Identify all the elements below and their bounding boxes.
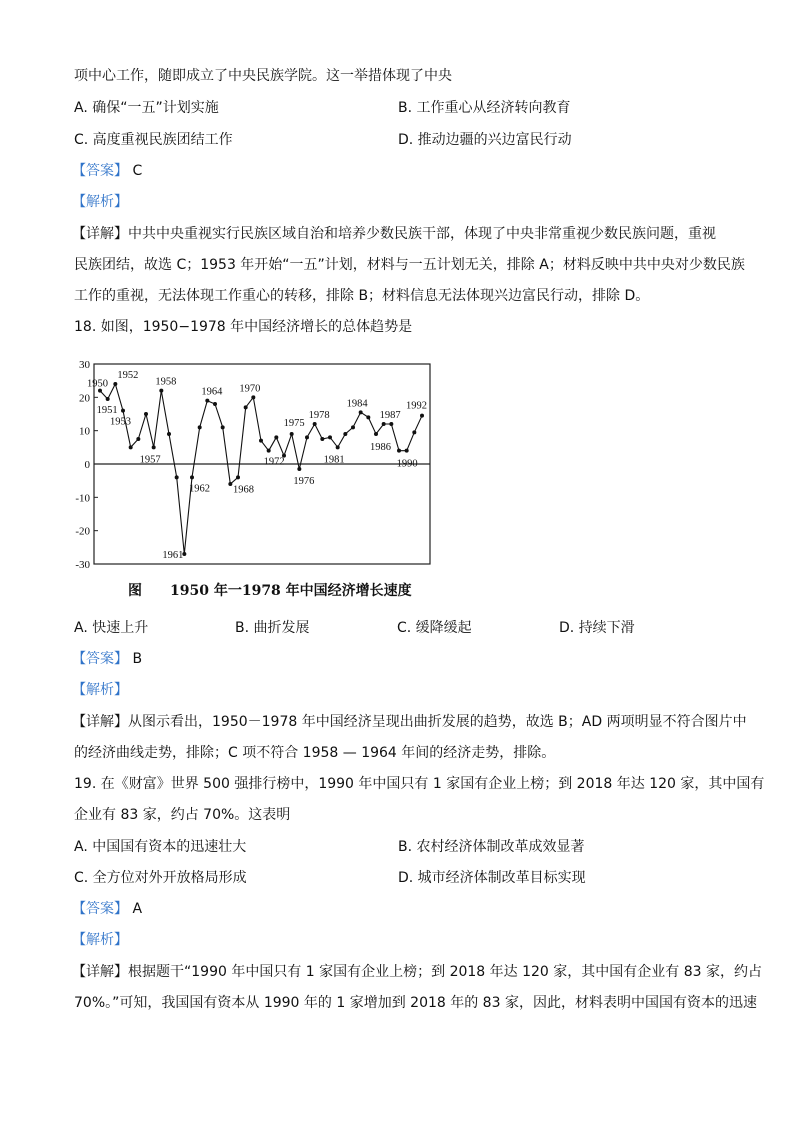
q18-detail-2: 的经济曲线走势，排除；C 项不符合 1958 — 1964 年间的经济走势，排除。 — [74, 745, 556, 761]
economic-growth-chart — [66, 356, 436, 574]
point-label: 1986 — [370, 442, 391, 453]
q19-stem-2: 企业有 83 家，约占 70%。这表明 — [74, 807, 291, 823]
q17-option-a: A. 确保“一五”计划实施 — [74, 100, 219, 116]
point-label: 1953 — [110, 416, 131, 428]
q18-analysis-label: 【解析】 — [72, 682, 128, 698]
y-tick-label: 0 — [84, 459, 90, 471]
q17-option-b: B. 工作重心从经济转向教育 — [398, 100, 571, 116]
data-point — [290, 432, 294, 436]
data-point — [267, 449, 271, 453]
data-point — [205, 399, 209, 403]
data-point — [152, 445, 156, 449]
point-label: 1972 — [263, 456, 285, 468]
data-point — [136, 437, 140, 441]
data-point — [213, 402, 217, 406]
q17-detail-3: 工作的重视，无法体现工作重心的转移，排除 B；材料信息无法体现兴边富民行动，排除 D。 — [74, 288, 650, 304]
answer-value: A — [132, 901, 143, 917]
data-point — [320, 437, 324, 441]
point-label: 1964 — [201, 386, 223, 398]
data-point — [129, 445, 133, 449]
data-point — [236, 475, 240, 479]
point-label: 1990 — [396, 458, 418, 470]
point-label: 1957 — [139, 454, 161, 466]
chart-svg — [66, 356, 436, 574]
answer-label: 【答案】 — [72, 651, 128, 667]
data-point — [144, 412, 148, 416]
y-tick-label: 10 — [79, 425, 90, 438]
answer-label: 【答案】 — [72, 163, 128, 179]
detail-text: 中共中央重视实行民族区域自治和培养少数民族干部，体现了中央非常重视少数民族问题，重视 — [128, 226, 716, 242]
data-point — [198, 425, 202, 429]
data-point — [359, 410, 363, 414]
data-point — [343, 432, 347, 436]
q19-answer — [72, 899, 142, 919]
q19-analysis-label: 【解析】 — [72, 932, 128, 948]
data-point — [405, 449, 409, 453]
data-point — [190, 475, 194, 479]
point-label: 1970 — [239, 383, 261, 395]
data-point — [167, 432, 171, 436]
point-label: 1958 — [155, 376, 177, 388]
y-tick-label: -20 — [75, 525, 90, 538]
q19-detail-1 — [72, 962, 762, 982]
q18-option-a: A. 快速上升 — [74, 620, 149, 636]
answer-label: 【答案】 — [72, 901, 128, 917]
data-point — [244, 405, 248, 409]
answer-value: C — [132, 163, 143, 179]
answer-value: B — [132, 651, 143, 667]
y-tick-label: -10 — [75, 492, 90, 505]
q19-option-b: B. 农村经济体制改革成效显著 — [398, 839, 585, 855]
detail-text: 从图示看出，1950－1978 年中国经济呈现出曲折发展的趋势，故选 B；AD 两项明显不符合图片中 — [128, 714, 747, 730]
data-point — [313, 422, 317, 426]
q17-option-d: D. 推动边疆的兴边富民行动 — [398, 132, 572, 148]
point-label: 1950 — [87, 378, 108, 390]
q18-option-c: C. 缓降缓起 — [397, 620, 472, 636]
q17-analysis-label: 【解析】 — [72, 194, 128, 210]
point-label: 1968 — [233, 484, 254, 496]
point-label: 1981 — [323, 454, 345, 466]
data-point — [412, 430, 416, 434]
detail-label: 【详解】 — [72, 226, 128, 242]
point-label: 1951 — [96, 405, 118, 416]
q17-option-c: C. 高度重视民族团结工作 — [74, 132, 233, 148]
q18-detail-1 — [72, 712, 747, 732]
data-point — [374, 432, 378, 436]
q19-stem-1: 19. 在《财富》世界 500 强排行榜中，1990 年中国只有 1 家国有企业上榜；到 2018 年达 120 家，其中国有 — [74, 776, 765, 792]
q18-stem: 18. 如图，1950−1978 年中国经济增长的总体趋势是 — [74, 319, 413, 335]
point-label: 1962 — [189, 483, 210, 495]
point-label: 1975 — [283, 418, 305, 429]
point-label: 1978 — [308, 410, 330, 421]
data-point — [175, 475, 179, 479]
q17-stem-tail: 项中心工作，随即成立了中央民族学院。这一举措体现了中央 — [74, 68, 452, 84]
data-point — [305, 435, 309, 439]
point-label: 1987 — [379, 410, 401, 421]
figure-label: 图 — [128, 583, 142, 599]
data-point — [351, 425, 355, 429]
q17-answer — [72, 161, 142, 181]
y-tick-label: 30 — [79, 359, 90, 371]
data-point — [106, 397, 110, 401]
q19-option-c: C. 全方位对外开放格局形成 — [74, 870, 247, 886]
q19-option-d: D. 城市经济体制改革目标实现 — [398, 870, 586, 886]
y-tick-label: -30 — [75, 559, 90, 571]
point-label: 1952 — [117, 370, 139, 381]
data-point — [113, 382, 117, 386]
point-label: 1984 — [346, 398, 368, 410]
data-point — [366, 415, 370, 419]
data-point — [259, 439, 263, 443]
point-label: 1961 — [162, 550, 184, 561]
point-label: 1992 — [406, 400, 427, 412]
q19-option-a: A. 中国国有资本的迅速壮大 — [74, 839, 247, 855]
data-point — [221, 425, 225, 429]
data-point — [297, 467, 301, 471]
q17-detail-1 — [72, 224, 716, 244]
detail-label: 【详解】 — [72, 964, 128, 980]
y-tick-label: 20 — [79, 392, 90, 405]
figure-title: 1950 年一1978 年中国经济增长速度 — [170, 583, 412, 599]
data-point — [336, 445, 340, 449]
q19-detail-2: 70%。”可知，我国国有资本从 1990 年的 1 家增加到 2018 年的 83 家，因此，材料表明中国国有资本的迅速 — [74, 995, 757, 1011]
data-point — [328, 435, 332, 439]
data-point — [251, 395, 255, 399]
data-point — [228, 482, 232, 486]
q17-detail-2: 民族团结，故选 C；1953 年开始“一五”计划，材料与一五计划无关，排除 A；材料反映中共中央对少数民族 — [74, 257, 745, 273]
q18-option-d: D. 持续下滑 — [559, 620, 635, 636]
data-point — [121, 409, 125, 413]
detail-label: 【详解】 — [72, 714, 128, 730]
data-point — [382, 422, 386, 426]
detail-text: 根据题干“1990 年中国只有 1 家国有企业上榜；到 2018 年达 120 家，其中国有企业有 83 家，约占 — [128, 964, 763, 980]
data-point — [420, 414, 424, 418]
figure-caption — [128, 580, 412, 600]
data-point — [397, 449, 401, 453]
q18-option-b: B. 曲折发展 — [235, 620, 310, 636]
q18-answer — [72, 649, 142, 669]
point-label: 1976 — [293, 476, 315, 487]
data-point — [274, 435, 278, 439]
data-point — [389, 422, 393, 426]
data-point — [159, 389, 163, 393]
growth-line — [100, 384, 422, 554]
